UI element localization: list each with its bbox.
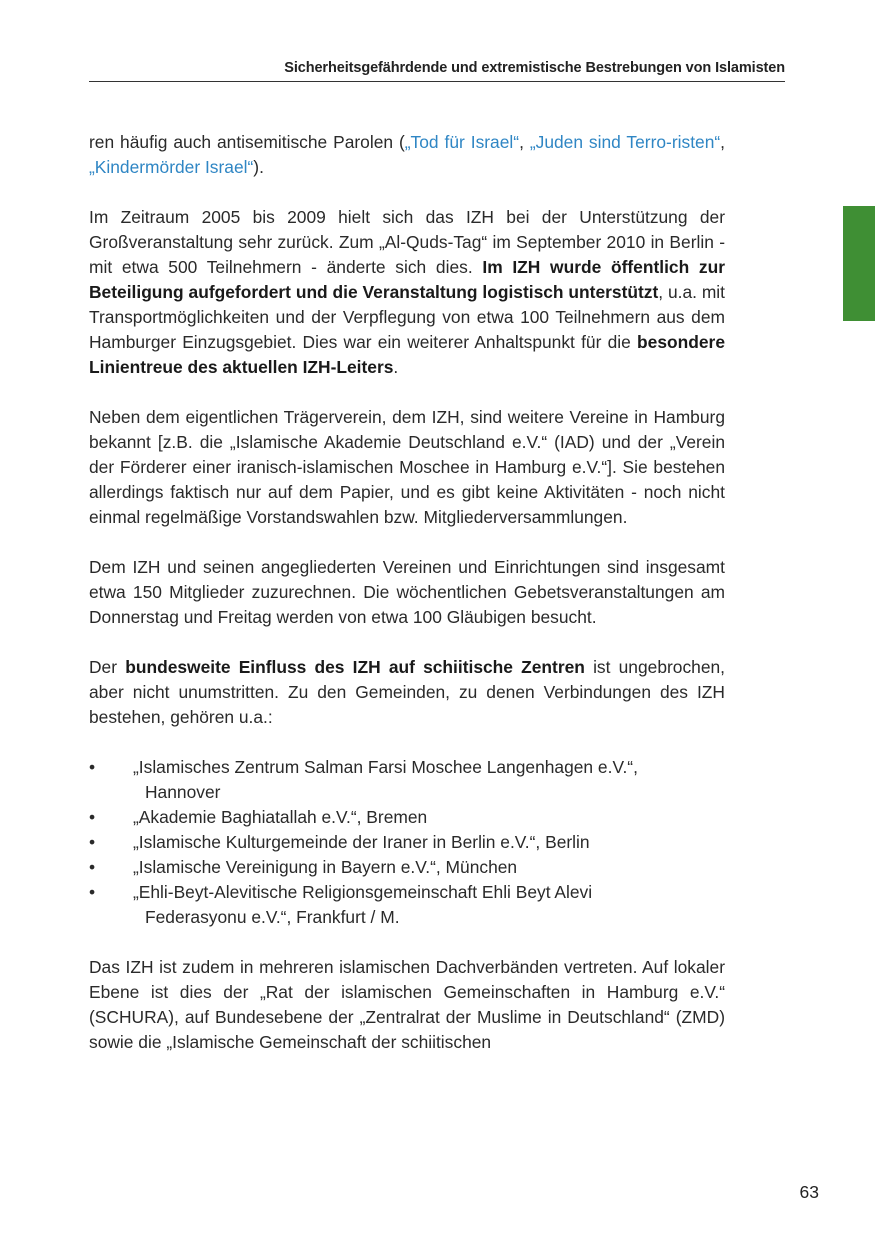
body-text — [89, 130, 725, 1080]
header-rule — [89, 81, 785, 82]
p1-sep2: , — [720, 132, 726, 152]
p5-text-1: Der — [89, 657, 126, 677]
quote-link-juden-sind-terroristen: „Juden sind Terro-risten“ — [529, 132, 721, 152]
list-item-line-2: Hannover — [145, 782, 221, 802]
paragraph-2 — [89, 205, 725, 380]
quote-link-tod-fuer-israel: „Tod für Israel“ — [404, 132, 520, 152]
list-item — [89, 805, 725, 830]
list-item — [89, 830, 725, 855]
list-item — [89, 855, 725, 880]
p2-bold-2: besondere Linientreue des aktuellen IZH-Leiters — [89, 332, 725, 377]
list-item — [89, 880, 725, 930]
p2-text-3: . — [393, 357, 399, 377]
paragraph-6: Das IZH ist zudem in mehreren islamischen Dachverbänden vertreten. Auf lokaler Ebene ist dies der „Rat der islamischen Gemeinschaften in Hamburg e.V.“ (SCHURA), auf Bundesebene der „Zentralrat der Muslime in Deutschland“ (ZMD) sowie die „Islamische Gemeinschaft der schiitischen — [89, 957, 725, 1052]
p2-bold-1: Im IZH wurde öffentlich zur Beteiligung aufgefordert und die Veranstaltung logistisch unterstützt — [89, 257, 726, 302]
list-item-line-1: „Ehli-Beyt-Alevitische Religionsgemeinschaft Ehli Beyt Alevi — [133, 882, 593, 902]
list-item-line-1: „Islamisches Zentrum Salman Farsi Moschee Langenhagen e.V.“, — [133, 757, 638, 777]
p2-text-1: Im Zeitraum 2005 bis 2009 hielt sich das IZH bei der Unterstützung der Großveranstaltung sehr zurück. Zum „Al-Quds-Tag“ im September 2010 in Berlin - mit etwa 500 Teilnehmern - änderte sich dies. — [89, 207, 725, 277]
paragraph-5 — [89, 655, 725, 730]
bullet-icon: • — [89, 757, 96, 777]
quote-link-kindermoerder-israel: „Kindermörder Israel“ — [89, 157, 254, 177]
bullet-icon: • — [89, 807, 96, 827]
paragraph-1 — [89, 130, 725, 180]
chapter-thumb-tab — [843, 206, 875, 321]
list-item-line-1: „Akademie Baghiatallah e.V.“, Bremen — [133, 807, 428, 827]
page-number: 63 — [799, 1182, 819, 1202]
bullet-icon: • — [89, 857, 96, 877]
p1-text: ren häufig auch antisemitische Parolen ( — [89, 132, 405, 152]
p5-text-2: ist ungebrochen, aber nicht unumstritten. Zu den Gemeinden, zu denen Verbindungen des IZH bestehen, gehören u.a.: — [89, 657, 725, 727]
list-item-line-1: „Islamische Vereinigung in Bayern e.V.“, München — [133, 857, 518, 877]
list-item — [89, 755, 725, 805]
running-header-title: Sicherheitsgefährdende und extremistische Bestrebungen von Islamisten — [284, 60, 785, 76]
p2-text-2: , u.a. mit Transportmöglichkeiten und der Verpflegung von etwa 100 Teilnehmern aus dem Hamburger Einzugsgebiet. Dies war ein weiterer Anhaltspunkt für die — [89, 282, 726, 352]
p1-end: ). — [253, 157, 264, 177]
paragraph-4: Dem IZH und seinen angegliederten Vereinen und Einrichtungen sind insgesamt etwa 150 Mitglieder zuzurechnen. Die wöchentlichen Gebetsveranstaltungen am Donnerstag und Freitag werden von etwa 100 Gläubigen besucht. — [89, 557, 725, 627]
p1-sep1: , — [519, 132, 530, 152]
list-item-line-1: „Islamische Kulturgemeinde der Iraner in Berlin e.V.“, Berlin — [133, 832, 590, 852]
list-item-line-2: Federasyonu e.V.“, Frankfurt / M. — [145, 907, 400, 927]
community-list — [89, 755, 725, 930]
p5-bold: bundesweite Einfluss des IZH auf schiitische Zentren — [125, 657, 585, 677]
paragraph-3: Neben dem eigentlichen Trägerverein, dem IZH, sind weitere Vereine in Hamburg bekannt [z.B. die „Islamische Akademie Deutschland e.V.“ (IAD) und der „Verein der Förderer einer iranisch-islamischen Moschee in Hamburg e.V.“]. Sie bestehen allerdings faktisch nur auf dem Papier, und es gibt keine Aktivitäten - noch nicht einmal regelmäßige Vorstandswahlen bzw. Mitgliederversammlungen. — [89, 407, 725, 527]
bullet-icon: • — [89, 882, 96, 902]
bullet-icon: • — [89, 832, 96, 852]
